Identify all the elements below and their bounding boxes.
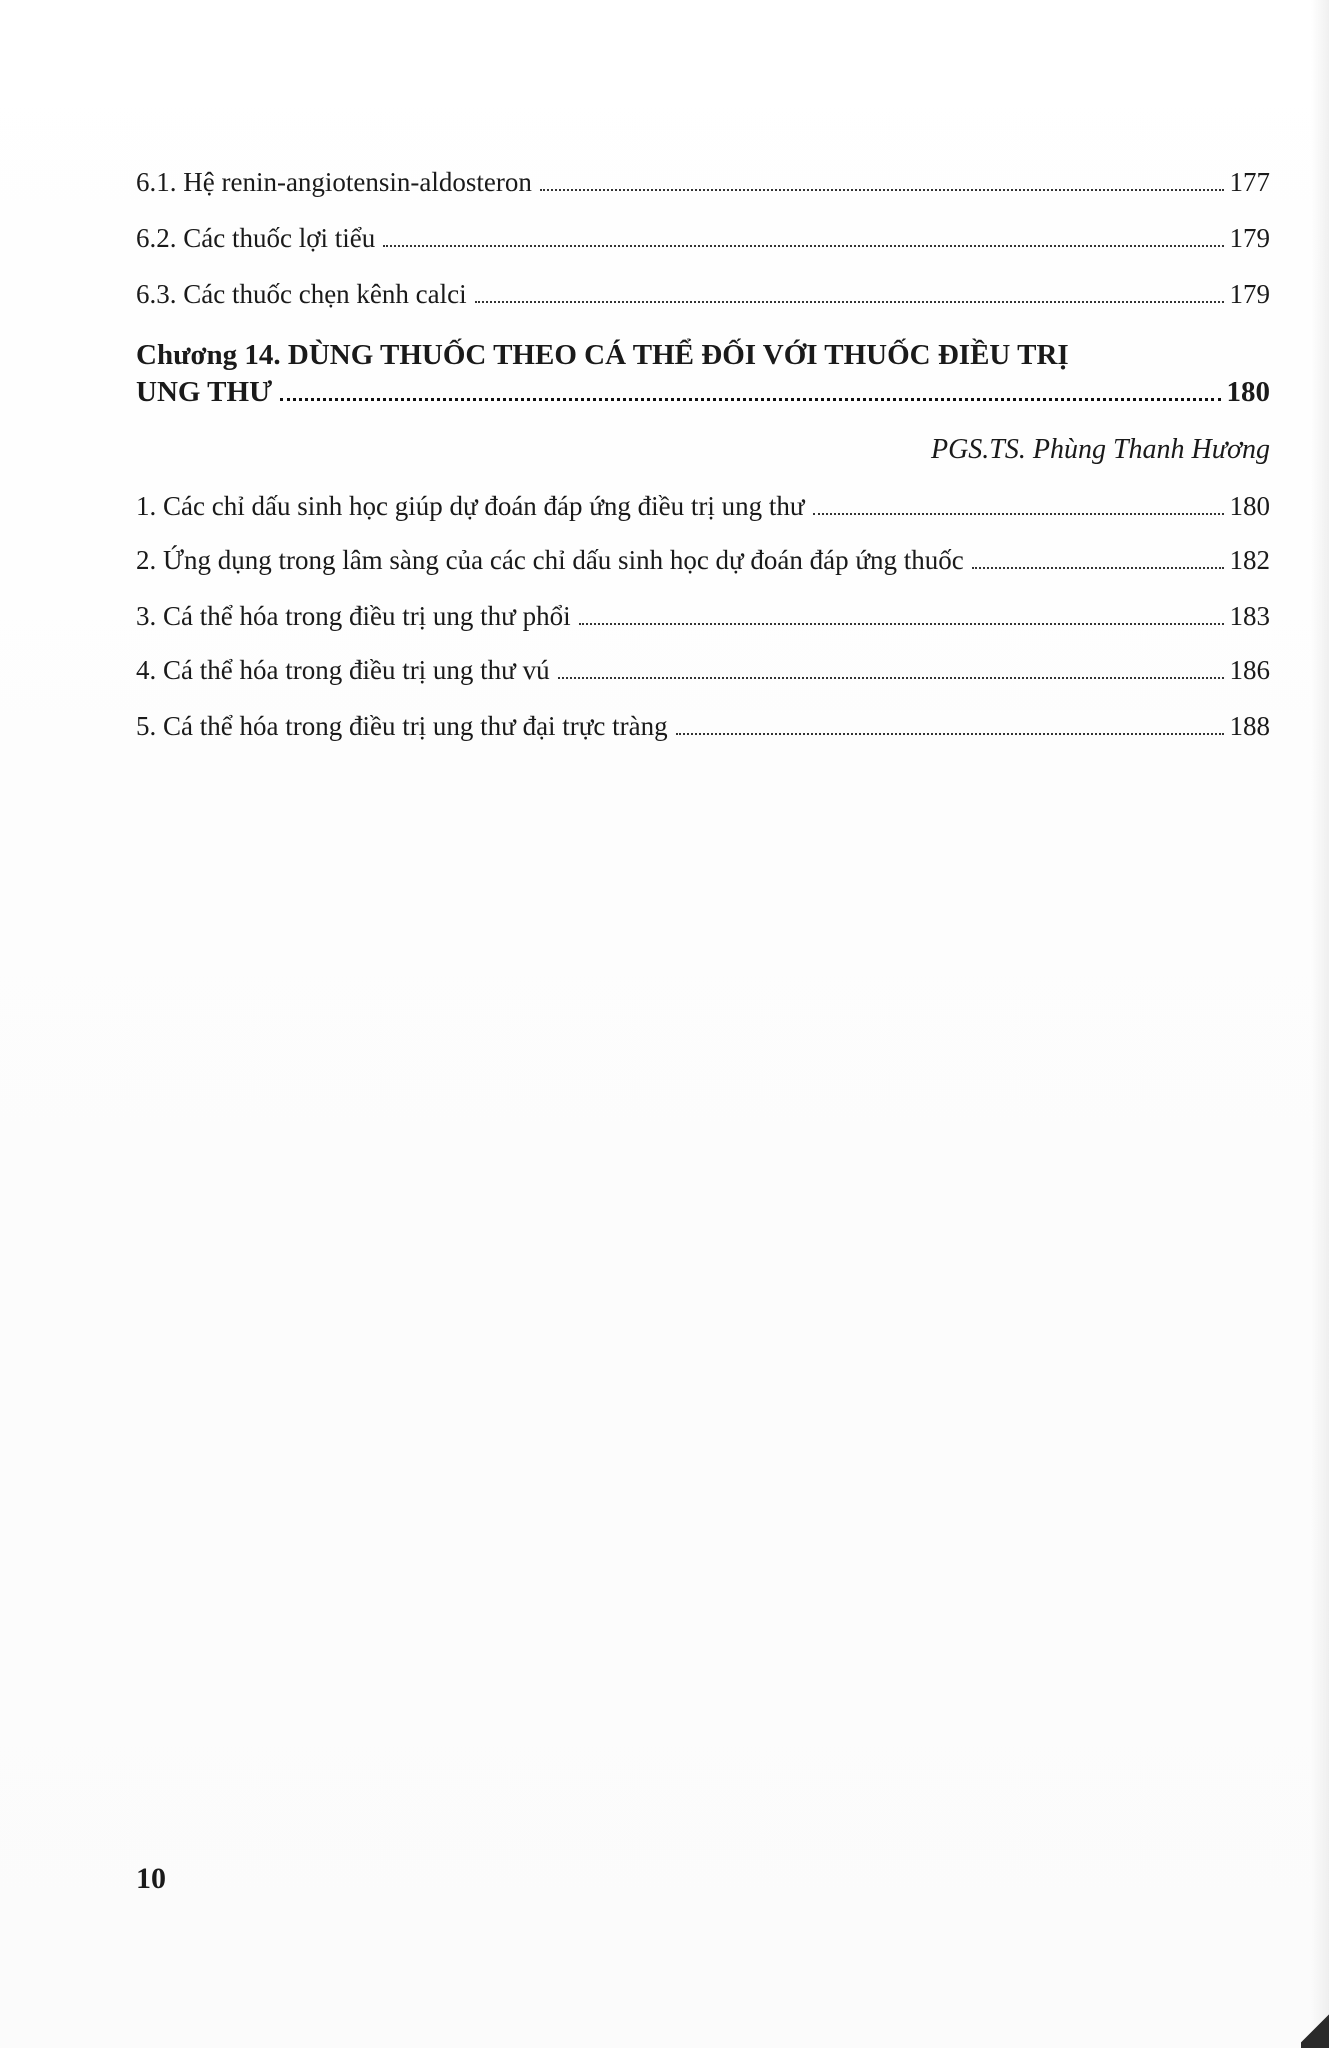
dot-leader xyxy=(475,301,1224,303)
chapter-author: PGS.TS. Phùng Thanh Hương xyxy=(930,434,1270,465)
table-of-contents xyxy=(136,150,1270,744)
scan-corner-mark xyxy=(1301,2008,1329,2048)
chapter-page: 180 xyxy=(1226,376,1270,408)
toc-section-label: 4. Cá thể hóa trong điều trị ung thư vú xyxy=(136,655,550,685)
dot-leader xyxy=(280,398,1220,401)
scan-edge-shadow xyxy=(1311,0,1329,2048)
dot-leader xyxy=(676,733,1224,735)
chapter-title-line2: UNG THƯ xyxy=(136,376,273,408)
toc-section-page: 180 xyxy=(1229,491,1270,521)
page-number: 10 xyxy=(136,1862,166,1895)
toc-entry-label: 6.3. Các thuốc chẹn kênh calci xyxy=(136,279,467,309)
toc-section-label: 5. Cá thể hóa trong điều trị ung thư đại trực tràng xyxy=(136,711,668,741)
toc-section-1 xyxy=(136,488,1270,524)
toc-entry-label: 6.2. Các thuốc lợi tiểu xyxy=(136,223,376,253)
toc-entry-6-1 xyxy=(136,164,1270,200)
chapter-title-line1: Chương 14. DÙNG THUỐC THEO CÁ THỂ ĐỐI VỚI THUỐC ĐIỀU TRỊ xyxy=(136,339,1069,371)
dot-leader xyxy=(813,513,1224,515)
dot-leader xyxy=(540,189,1224,191)
toc-entry-label: 6.1. Hệ renin-angiotensin-aldosteron xyxy=(136,167,532,197)
toc-section-page: 183 xyxy=(1229,601,1270,631)
toc-section-label: 1. Các chỉ dấu sinh học giúp dự đoán đáp ứng điều trị ung thư xyxy=(136,491,805,521)
toc-entry-6-2 xyxy=(136,220,1270,256)
dot-leader xyxy=(579,623,1224,625)
toc-section-page: 182 xyxy=(1229,545,1270,575)
dot-leader xyxy=(972,567,1224,569)
dot-leader xyxy=(558,677,1224,679)
toc-entry-6-3 xyxy=(136,276,1270,312)
toc-entry-page: 179 xyxy=(1229,279,1270,309)
toc-section-3 xyxy=(136,598,1270,634)
chapter-title-row xyxy=(136,374,1270,410)
toc-section-label: 2. Ứng dụng trong lâm sàng của các chỉ dấu sinh học dự đoán đáp ứng thuốc xyxy=(136,545,964,575)
toc-section-page: 188 xyxy=(1229,711,1270,741)
toc-entry-page: 179 xyxy=(1229,223,1270,253)
toc-section-label: 3. Cá thể hóa trong điều trị ung thư phổi xyxy=(136,601,571,631)
dot-leader xyxy=(383,245,1223,247)
toc-entry-page: 177 xyxy=(1229,167,1270,197)
toc-section-page: 186 xyxy=(1229,655,1270,685)
toc-section-5 xyxy=(136,708,1270,744)
toc-section-2 xyxy=(136,542,1270,578)
toc-section-4 xyxy=(136,652,1270,688)
